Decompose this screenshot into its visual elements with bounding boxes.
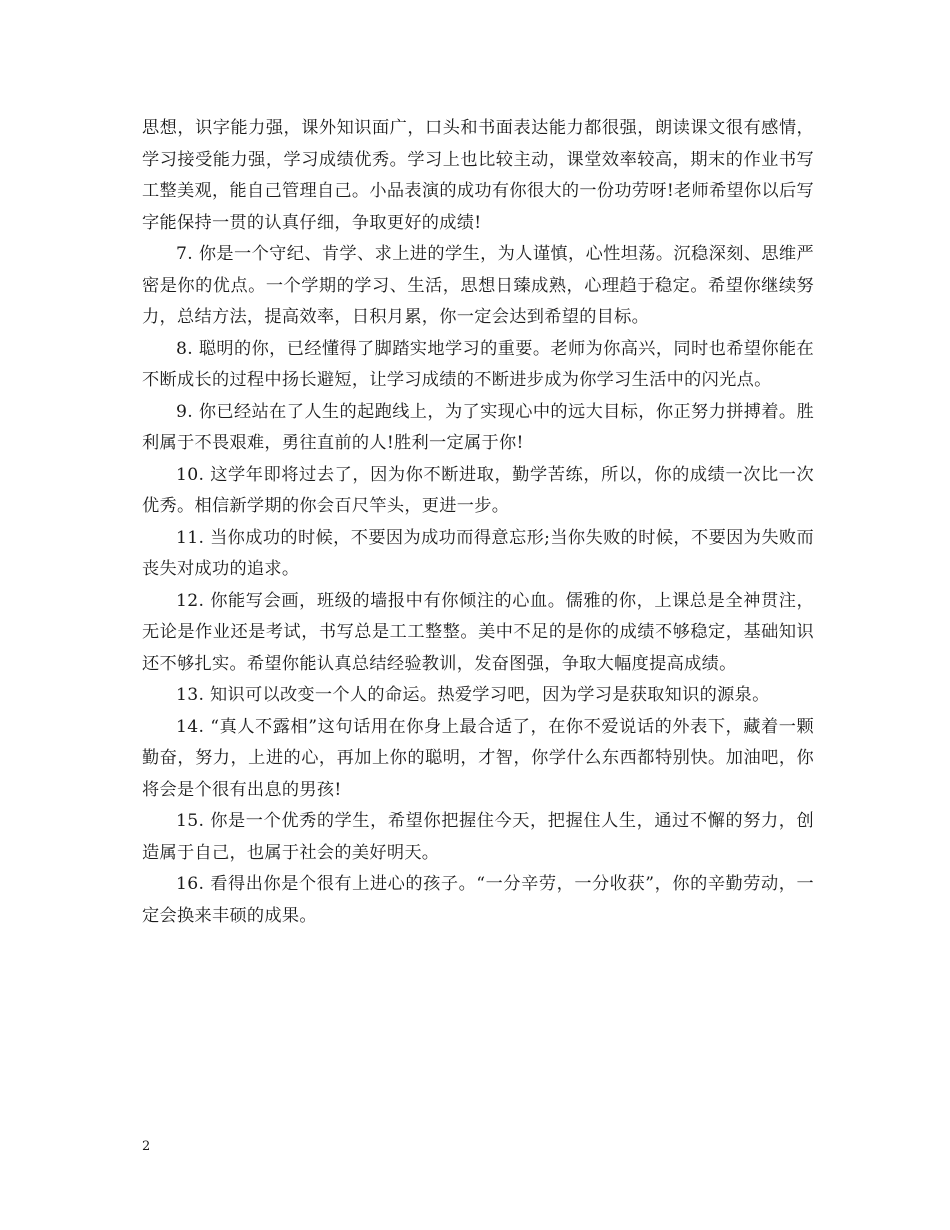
paragraph-item-14: 14. “真人不露相”这句话用在你身上最合适了，在你不爱说话的外表下，藏着一颗勤奋，努力，上进的心，再加上你的聪明，才智，你学什么东西都特别快。加油吧，你将会是个很有出息的男孩! bbox=[142, 716, 814, 800]
paragraph-item-10: 10. 这学年即将过去了，因为你不断进取，勤学苦练，所以，你的成绩一次比一次优秀。相信新学期的你会百尺竿头，更进一步。 bbox=[142, 464, 814, 516]
document-body bbox=[142, 113, 814, 932]
paragraph-item-8: 8. 聪明的你，已经懂得了脚踏实地学习的重要。老师为你高兴，同时也希望你能在不断成长的过程中扬长避短，让学习成绩的不断进步成为你学习生活中的闪光点。 bbox=[142, 338, 814, 390]
paragraph-item-12: 12. 你能写会画，班级的墙报中有你倾注的心血。儒雅的你，上课总是全神贯注，无论是作业还是考试，书写总是工工整整。美中不足的是你的成绩不够稳定，基础知识还不够扎实。希望你能认真总结经验教训，发奋图强，争取大幅度提高成绩。 bbox=[142, 590, 814, 674]
paragraph-item-7: 7. 你是一个守纪、肯学、求上进的学生，为人谨慎，心性坦荡。沉稳深刻、思维严密是你的优点。一个学期的学习、生活，思想日臻成熟，心理趋于稳定。希望你继续努力，总结方法，提高效率，日积月累，你一定会达到希望的目标。 bbox=[142, 244, 814, 327]
paragraph-item-16: 16. 看得出你是个很有上进心的孩子。“一分辛劳，一分收获”，你的辛勤劳动，一定会换来丰硕的成果。 bbox=[142, 874, 814, 926]
paragraph-item-9: 9. 你已经站在了人生的起跑线上，为了实现心中的远大目标，你正努力拼搏着。胜利属于不畏艰难，勇往直前的人!胜利一定属于你! bbox=[142, 401, 814, 453]
page-number: 2 bbox=[142, 1139, 151, 1154]
paragraph-item-15: 15. 你是一个优秀的学生，希望你把握住今天，把握住人生，通过不懈的努力，创造属于自己，也属于社会的美好明天。 bbox=[142, 811, 814, 863]
paragraph-item-13: 13. 知识可以改变一个人的命运。热爱学习吧，因为学习是获取知识的源泉。 bbox=[176, 685, 770, 705]
paragraph-item-11: 11. 当你成功的时候，不要因为成功而得意忘形;当你失败的时候，不要因为失败而丧失对成功的追求。 bbox=[142, 527, 814, 579]
paragraph-continuation: 思想，识字能力强，课外知识面广，口头和书面表达能力都很强，朗读课文很有感情，学习接受能力强，学习成绩优秀。学习上也比较主动，课堂效率较高，期末的作业书写工整美观，能自己管理自己。小品表演的成功有你很大的一份功劳呀!老师希望你以后写字能保持一贯的认真仔细，争取更好的成绩! bbox=[142, 118, 814, 233]
